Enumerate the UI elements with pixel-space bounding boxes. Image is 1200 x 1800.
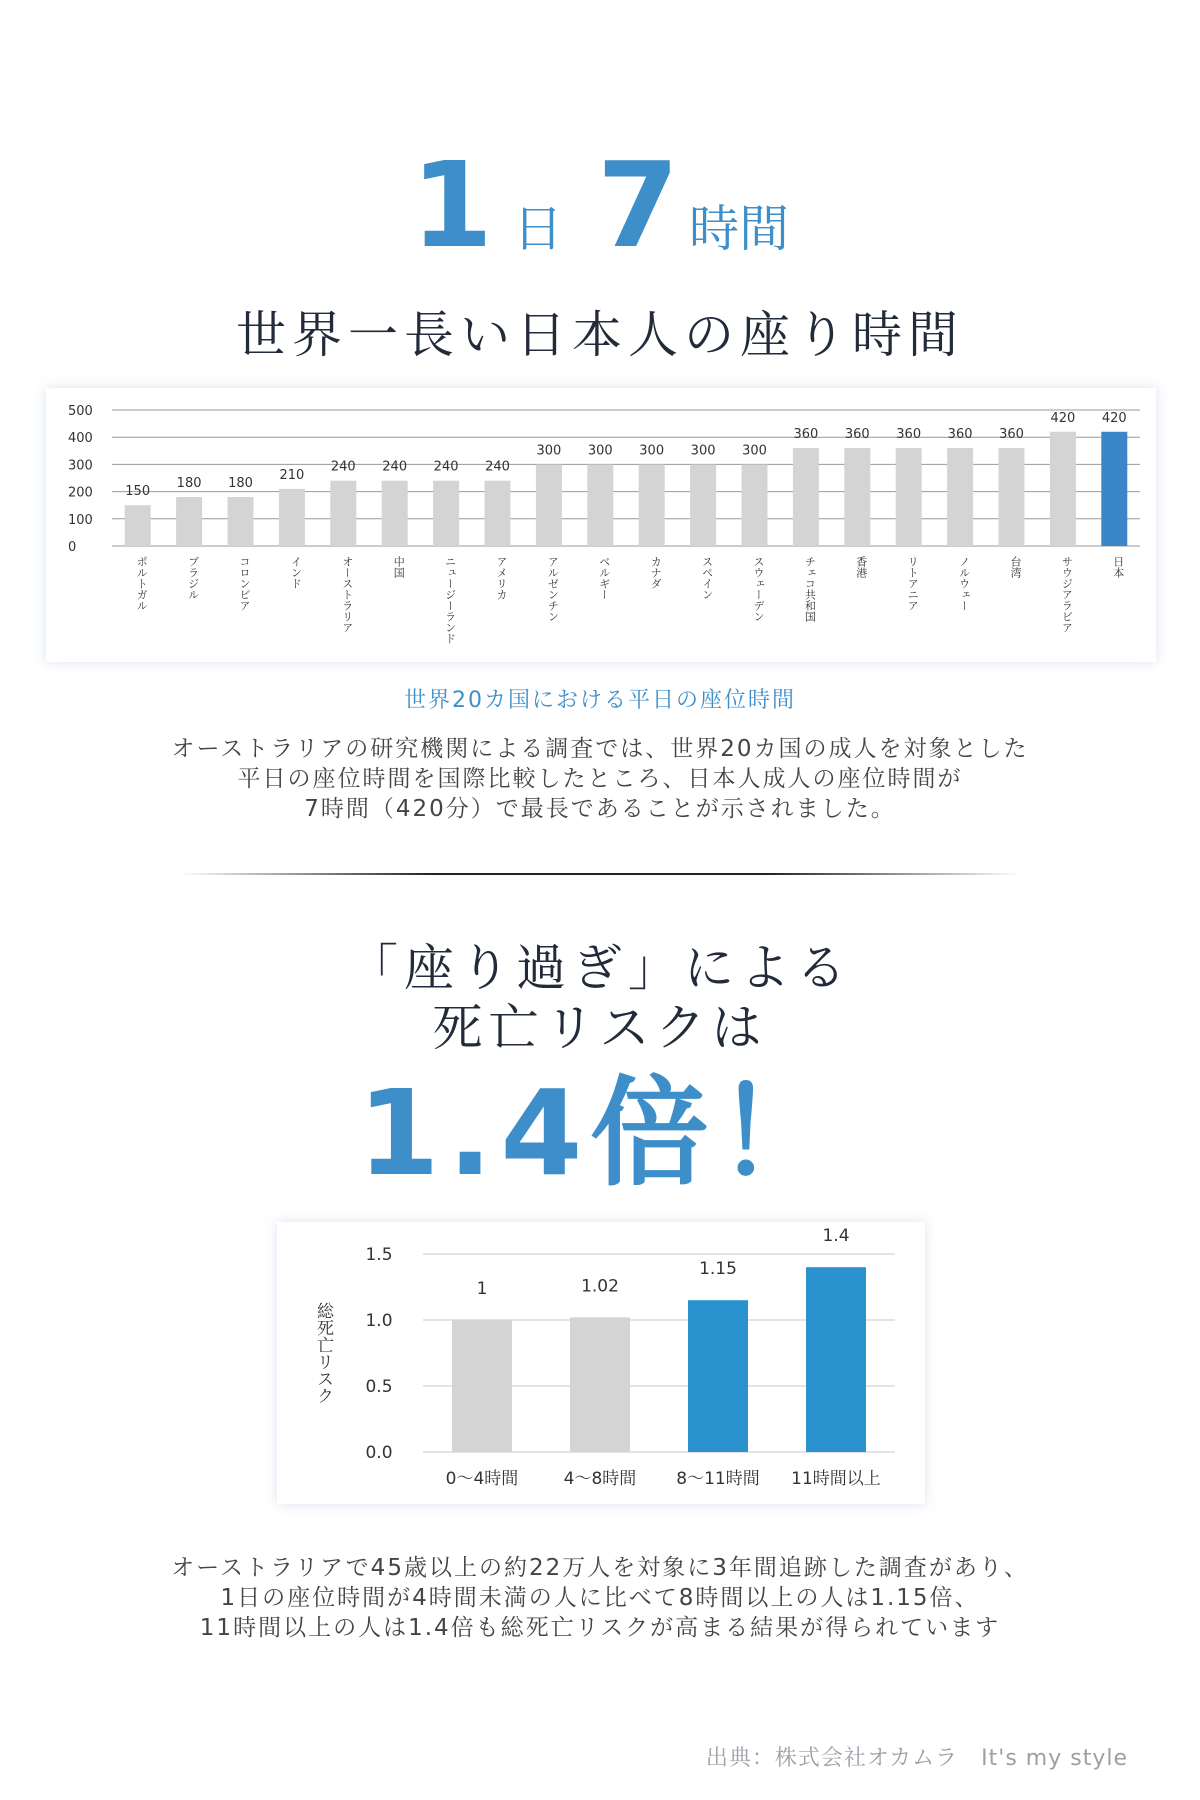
hero-unit-1: 日 (513, 200, 563, 258)
chart1-svg (46, 388, 1156, 662)
paragraph-2-line: 11時間以上の人は1.4倍も総死亡リスクが高まる結果が得られています (199, 1615, 1001, 1641)
chart1-bar (999, 448, 1025, 546)
chart1-data-label: 360 (896, 427, 922, 443)
chart1-x-tick: オーストラリア (340, 556, 354, 633)
chart2-bar (688, 1300, 748, 1452)
section-title-2 (0, 938, 1200, 1058)
chart1-data-label: 360 (999, 427, 1024, 443)
chart1-y-tick: 200 (68, 485, 93, 501)
chart1-data-label: 180 (228, 476, 253, 492)
chart1-bar (1050, 432, 1076, 546)
chart1-y-tick: 300 (68, 458, 93, 474)
chart1-data-label: 240 (433, 459, 459, 475)
chart1-x-tick: チェコ共和国 (803, 556, 817, 622)
chart1-x-tick: 台湾 (1009, 556, 1022, 578)
chart2-x-tick: 8〜11時間 (676, 1469, 760, 1489)
section-title-2-line: 死亡リスクは (432, 999, 768, 1057)
hero-unit-2: 時間 (689, 200, 790, 258)
chart1-data-label: 300 (536, 443, 562, 459)
chart1-bar (639, 464, 665, 546)
chart1-data-label: 360 (844, 427, 870, 443)
chart1-data-label: 360 (947, 427, 973, 443)
section-divider (178, 873, 1022, 875)
chart1-data-label: 420 (1101, 410, 1127, 426)
paragraph-2-line: オーストラリアで45歳以上の約22万人を対象に3年間追跡した調査があり、 (171, 1555, 1029, 1581)
chart1-bar (896, 448, 922, 546)
chart1-bar (228, 497, 254, 546)
chart2-data-label: 1.15 (699, 1259, 737, 1280)
chart1-x-tick: アメリカ (495, 556, 508, 600)
chart1-data-label: 240 (330, 459, 356, 475)
chart2-y-axis-label: 総死亡リスク (313, 1302, 333, 1404)
chart1-bar (793, 448, 819, 546)
chart1-data-label: 300 (742, 443, 767, 459)
hero-headline-1 (0, 136, 1200, 274)
chart2-x-tick: 11時間以上 (791, 1469, 881, 1489)
chart1-bar (279, 489, 305, 546)
chart1-bar (330, 481, 356, 546)
chart1-data-label: 360 (793, 427, 819, 443)
chart2-data-label: 1 (476, 1279, 488, 1299)
chart1-data-label: 240 (382, 459, 408, 475)
chart1-x-tick: コロンビア (238, 556, 251, 611)
chart1-bar (690, 464, 716, 546)
chart1-data-label: 240 (485, 459, 510, 475)
chart1-data-label: 150 (125, 484, 151, 500)
chart1-card (46, 388, 1156, 662)
chart1-data-label: 300 (690, 443, 716, 459)
paragraph-2 (0, 1553, 1200, 1643)
chart2-y-tick: 0.0 (365, 1443, 393, 1463)
chart1-bar (844, 448, 870, 546)
hero-num-2: 7 (597, 136, 678, 274)
chart1-y-tick: 400 (68, 431, 93, 447)
chart1-bar (485, 481, 511, 546)
chart2-x-tick: 4〜8時間 (563, 1469, 637, 1489)
chart1-data-label: 300 (639, 443, 665, 459)
chart1-x-tick: リトアニア (906, 556, 920, 611)
chart1-x-tick: サウジアラビア (1060, 556, 1074, 633)
chart1-x-tick: 中国 (392, 556, 406, 578)
hero-num-1: 1 (410, 136, 491, 274)
chart2-data-label: 1.02 (581, 1276, 619, 1297)
chart1-bar (125, 505, 151, 546)
chart1-x-tick: 日本 (1111, 556, 1125, 578)
chart1-x-tick: スペイン (700, 556, 714, 600)
source-credit: 出典：株式会社オカムラ It's my style (705, 1746, 1128, 1771)
chart1-caption: 世界20カ国における平日の座位時間 (404, 688, 796, 713)
chart2-y-tick: 1.5 (365, 1245, 393, 1265)
chart1-bar (742, 464, 768, 546)
chart1-y-tick: 100 (68, 512, 93, 528)
paragraph-2-line: 1日の座位時間が4時間未満の人に比べて8時間以上の人は1.15倍、 (220, 1585, 980, 1611)
chart1-x-tick: 香港 (854, 556, 868, 578)
chart1-data-label: 180 (176, 476, 202, 492)
paragraph-1-line: オーストラリアの研究機関による調査では、世界20カ国の成人を対象とした (171, 736, 1029, 762)
chart2-card (277, 1222, 925, 1504)
chart1-bar (176, 497, 202, 546)
chart2-bar (452, 1320, 512, 1452)
chart1-x-tick: カナダ (649, 556, 663, 589)
chart2-svg (277, 1222, 925, 1504)
paragraph-1 (0, 734, 1200, 824)
hero-headline-2: 1.4倍！ (357, 1064, 843, 1202)
chart2-y-tick: 1.0 (365, 1311, 393, 1331)
chart2-bar (570, 1317, 630, 1452)
chart1-data-label: 420 (1050, 410, 1076, 426)
chart1-bar (587, 464, 613, 546)
chart2-data-label: 1.4 (822, 1226, 850, 1247)
chart2-y-tick: 0.5 (365, 1377, 393, 1397)
chart1-x-tick: ベルギー (597, 556, 611, 600)
chart1-bar (1101, 432, 1127, 546)
paragraph-1-line: 平日の座位時間を国際比較したところ、日本人成人の座位時間が (237, 766, 963, 792)
chart1-bar (382, 481, 408, 546)
chart2-bar (806, 1267, 866, 1452)
chart1-y-tick: 0 (68, 540, 77, 555)
chart1-data-label: 300 (587, 443, 613, 459)
chart1-x-tick: アルゼンチン (546, 556, 560, 622)
chart2-x-tick: 0〜4時間 (445, 1469, 519, 1489)
chart1-x-tick: ポルトガル (135, 556, 149, 611)
section-title-2-line: 「座り過ぎ」による (348, 939, 852, 997)
paragraph-1-line: 7時間（420分）で最長であることが示されました。 (304, 796, 896, 822)
chart1-y-tick: 500 (68, 404, 93, 419)
chart1-x-tick: ブラジル (186, 556, 200, 600)
chart1-x-tick: ノルウェー (957, 556, 971, 611)
chart1-bar (536, 464, 562, 546)
chart1-x-tick: スウェーデン (752, 556, 765, 622)
section-title-1: 世界一長い日本人の座り時間 (236, 306, 964, 364)
chart1-x-tick: インド (289, 556, 303, 589)
chart1-bar (433, 481, 459, 546)
chart1-x-tick: ニュージーランド (443, 556, 457, 644)
chart1-bar (947, 448, 973, 546)
chart1-data-label: 210 (279, 467, 305, 483)
